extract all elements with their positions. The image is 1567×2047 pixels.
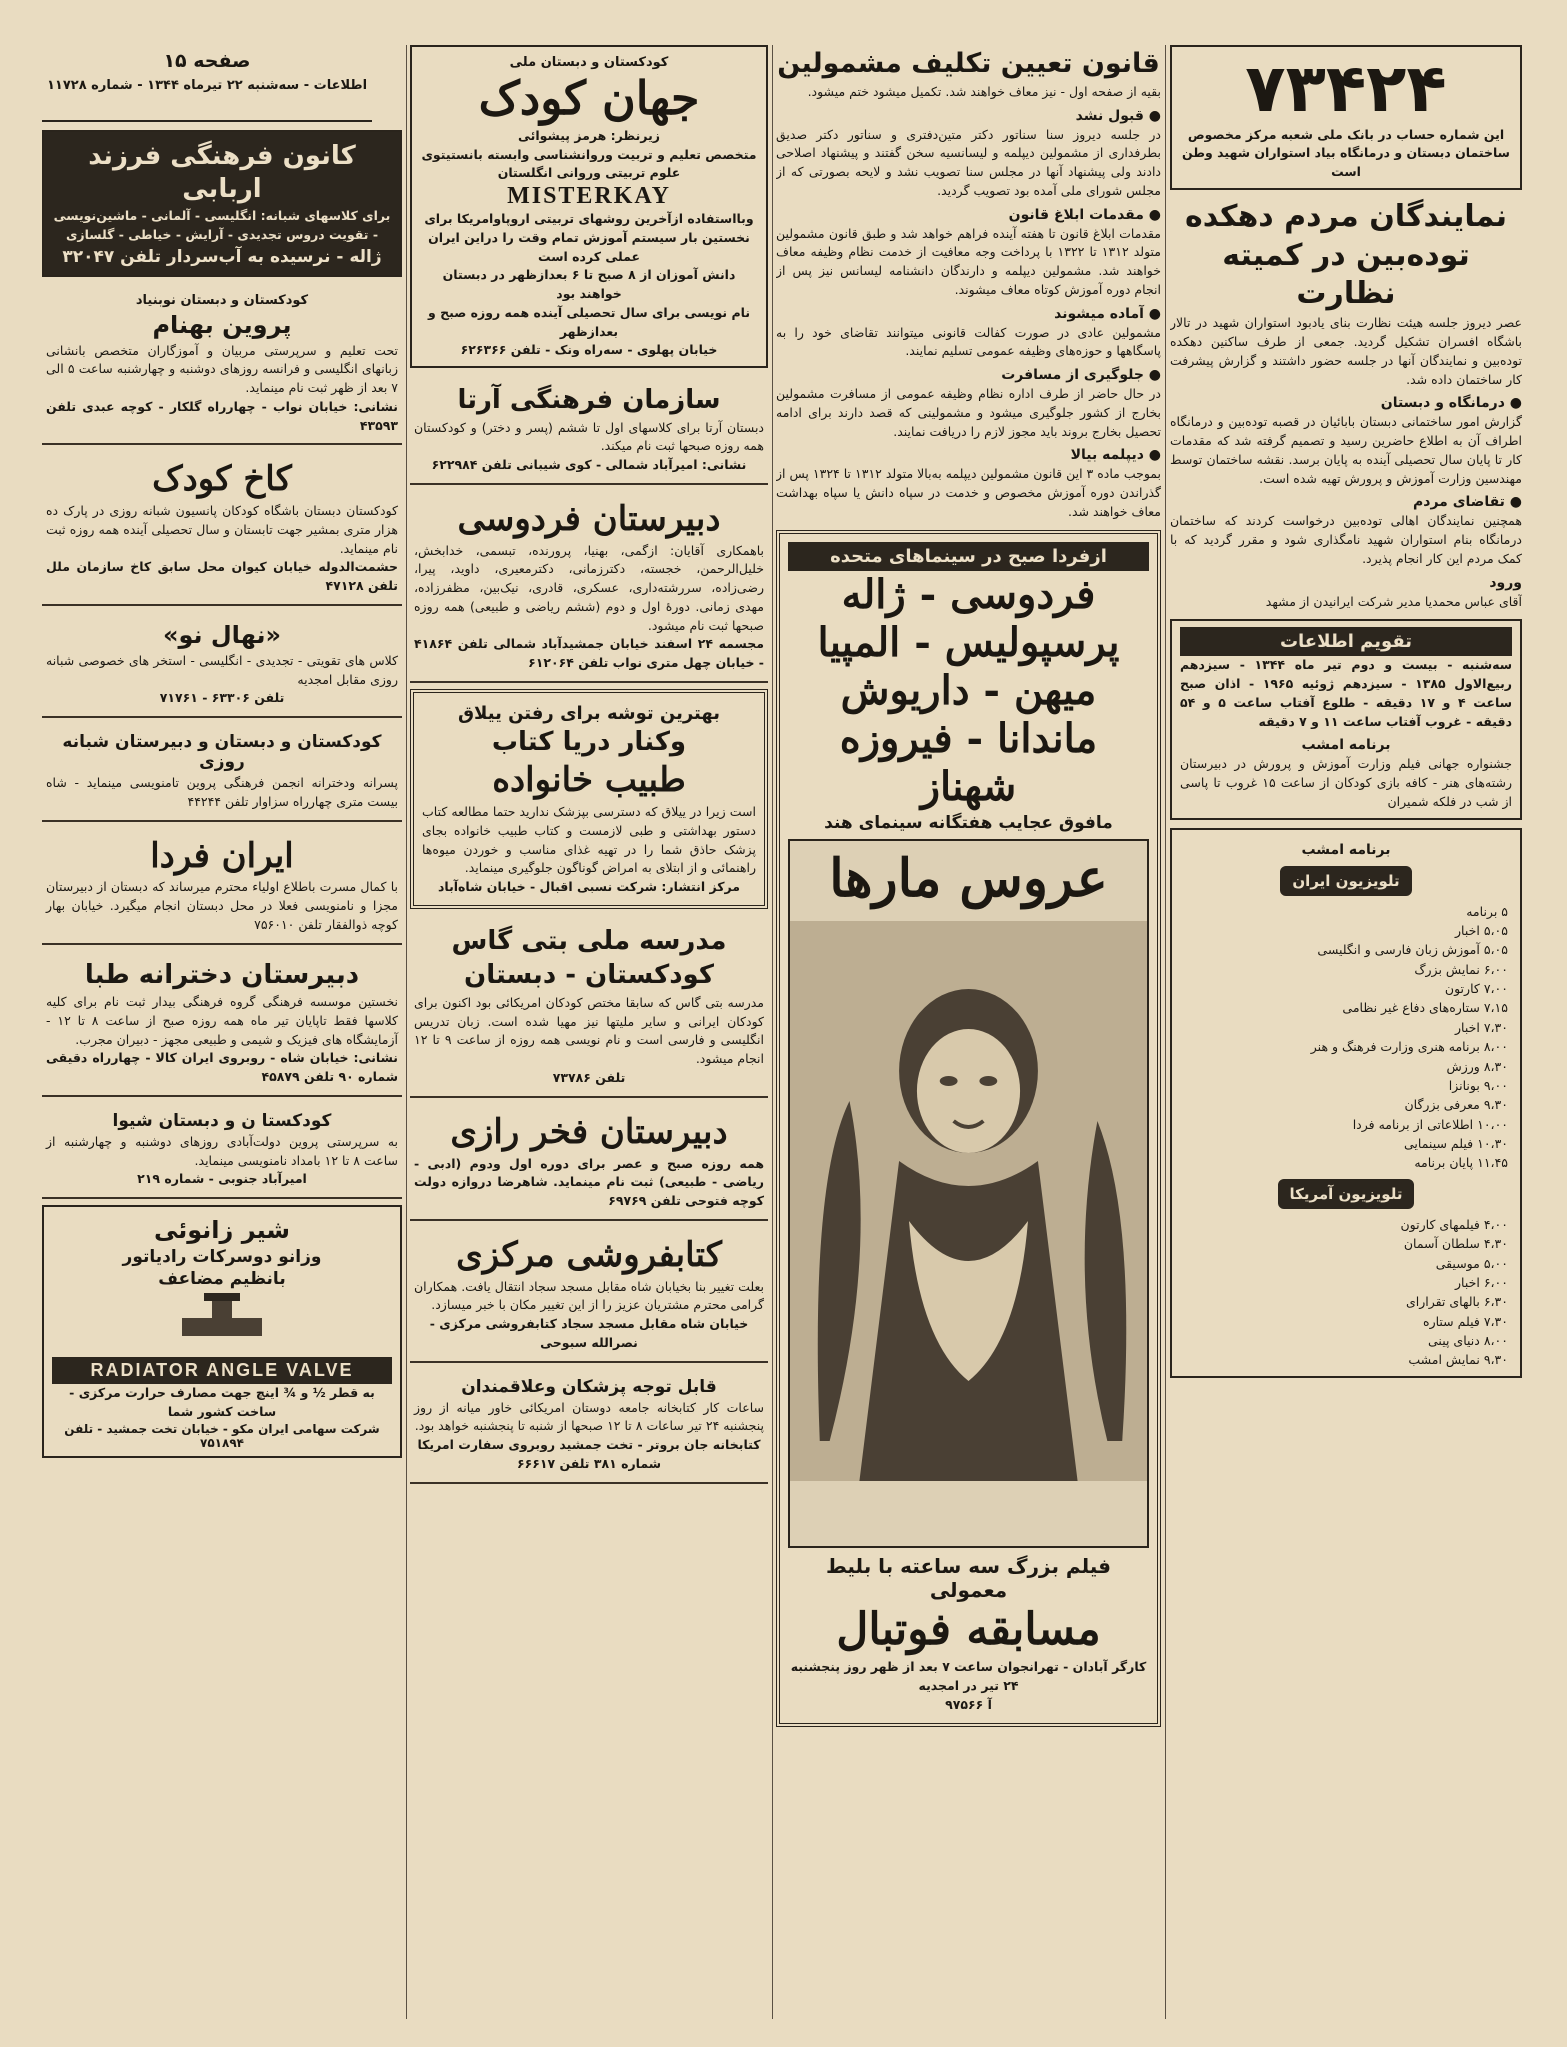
ad-footer: مرکز انتشار: شرکت نسبی اقبال - خیابان شاه‌آباد: [437, 879, 741, 895]
ad-title: پروین بهنام: [152, 310, 292, 339]
article-subhead: ● دیپلمه بیالا: [1070, 447, 1161, 464]
tv-item: ۵ برنامه: [1466, 903, 1508, 919]
ad-footer: شرکت سهامی ایران مکو - خیابان تخت جمشید - تلفن ۷۵۱۸۹۴: [64, 1421, 380, 1450]
tv-item: ۶،۰۰ نمایش بزرگ: [1414, 961, 1508, 977]
column-news-center: [776, 45, 1161, 2019]
ad-kicker: کودکستان و دبستان نوبنیاد: [135, 292, 309, 308]
ad-text: دانش آموزان از ۸ صبح تا ۶ بعدازظهر در دبستان خواهند بود: [442, 267, 736, 302]
ad-text: کودکستان دبستان باشگاه کودکان پانسیون شبانه روزی در پارک ده هزار متری بمشیر جهت تابستان و سال تحصیلی آینده همه روزه ثبت نام مینماید.: [46, 503, 398, 556]
column-rule: [406, 45, 407, 2019]
ad-address: نشانی: خیابان شاه - روبروی ایران کالا - چهارراه دقیقی شماره ۹۰ تلفن ۴۵۸۷۹: [46, 1050, 398, 1085]
match-code: آ ۹۷۵۶۶: [945, 1696, 992, 1712]
ad-text: تحت تعلیم و سرپرستی مربیان و آموزگاران متخصص بانشانی زبانهای انگلیسی و فرانسه روزهای دوشنبه و چهارشنبه ساعت ۵ الی ۷ بعد از ظهر ثبت نام مینماید.: [46, 342, 398, 395]
cinema-line: ماندانا - فیروزه: [839, 714, 1098, 762]
tv-item: ۵،۰۵ آموزش زبان فارسی و انگلیسی: [1317, 942, 1508, 958]
ad-title: کودکستا ن و دبستان شیوا: [112, 1110, 332, 1131]
ad-text: باهمکاری آقایان: ازگمی، بهنیا، پرورنده، تبسمی، خدابخش، خلیل‌الرحمن، خجسته، دکترزمانی، دکترمعیری، داوید، پیرا، رضی‌زاده، سررشته‌داری، عسکری، قادری، نیک‌بین، مظفرزاده، مهدی زمانی. دورهٔ اول و دوم (ششم ریاضی و طبیعی) همه روزه صبحها ثبت نام میشود.: [414, 542, 764, 633]
tv2-item: ۷،۳۰ فیلم ستاره: [1423, 1313, 1508, 1329]
ad-central-bookstore: [410, 1227, 768, 1363]
issue-info: اطلاعات - سه‌شنبه ۲۲ تیرماه ۱۳۴۴ - شماره ۱۱۷۲۸: [46, 78, 368, 93]
match-title: مسابقه فوتبال: [836, 1603, 1101, 1655]
tv-program-title: برنامه امشب: [1301, 841, 1391, 858]
calendar-box: [1170, 619, 1522, 819]
ad-title: شیر زانوئی: [153, 1216, 291, 1245]
article-body: بموجب ماده ۳ این قانون مشمولین دیپلمه به‌بالا متولد ۱۳۱۲ تا ۱۳۲۴ پس از گذراندن دوره آموزش مخصوص و خدمت در سپاه دانش یا سپاه بهداشت معاف خواهند شد.: [776, 466, 1161, 519]
account-number: ۷۳۴۲۴: [1245, 50, 1447, 127]
ad-shiva: [42, 1103, 402, 1199]
ad-title: قابل توجه پزشکان وعلاقمندان: [461, 1376, 717, 1397]
article-body: آقای عباس محمدیا مدیر شرکت ایرانیدن از مشهد: [1265, 593, 1522, 609]
article-body: در حال حاضر از طرف اداره نظام وظیفه عمومی از مسافرت مشمولین بخارج از کشور جلوگیری میشود و مشمولینی که قصد دارند برای ادامه تحصیل بخارج بروند باید مجوز لازم را دریافت نمایند.: [776, 386, 1161, 439]
ad-text: برای کلاسهای شبانه: انگلیسی - آلمانی - ماشین‌نویسی - تقویت دروس تجدیدی - آرایش - خیاطی - گلسازی: [53, 208, 391, 242]
ad-title: جهان کودک: [478, 71, 700, 125]
ad-address: نشانی: امیرآباد شمالی - کوی شیبانی تلفن ۶۲۲۹۸۴: [431, 457, 747, 473]
ad-nahal-no: [42, 612, 402, 718]
tv-america-logo: تلویزیون آمریکا: [1278, 1179, 1415, 1209]
ad-text: است زیرا در ییلاق که دسترسی بپزشک ندارید حتما مطالعه کتاب دستور بهداشتی و طبی لازمست و کتاب طبیب خانواده بجای پزشک حاذق شما را در تهیه غذای مناسب و خوردن میوه‌ها راهنمائی و از ابتلای به امراض گوناگون جلوگیری مینماید.: [422, 804, 756, 876]
ad-phone: تلفن ۷۳۷۸۶: [552, 1069, 626, 1085]
film-poster: [788, 839, 1149, 1548]
tv2-list: [1180, 1215, 1512, 1370]
article-body: بقیه از صفحه اول - نیز معاف خواهند شد. تکمیل میشود ختم میشود.: [807, 83, 1161, 99]
tv-item: ۸،۳۰ ورزش: [1446, 1058, 1508, 1074]
ad-title: بهترین توشه برای رفتن ییلاق: [457, 702, 721, 724]
ad-ferdowsi-school: [410, 491, 768, 683]
article-subhead: ورود: [1489, 574, 1522, 591]
column-news-right: [1170, 45, 1522, 2019]
tv-item: ۱۰،۳۰ فیلم سینمایی: [1404, 1136, 1508, 1152]
ad-kakh-koodak: [42, 451, 402, 606]
ad-title: بانظیم مضاعف: [158, 1269, 286, 1290]
article-subhead: ● تقاضای مردم: [1413, 494, 1522, 511]
account-box: [1170, 45, 1522, 190]
ad-parvin-behnam: [42, 285, 402, 446]
tv-item: ۸،۰۰ برنامه هنری وزارت فرهنگ و هنر: [1310, 1039, 1508, 1055]
article-subhead: ● مقدمات ابلاغ قانون: [1008, 206, 1161, 223]
ad-farzand-arbabi: [42, 130, 402, 277]
ad-betty-goss: [410, 917, 768, 1098]
ad-phone: ژاله - نرسیده به آب‌سردار تلفن ۳۲۰۴۷: [62, 246, 382, 267]
ad-title: دبیرستان دخترانه طبا: [84, 959, 360, 990]
tv-item: ۹،۳۰ معرفی بزرگان: [1404, 1097, 1508, 1113]
tv-item: ۷،۱۵ ستاره‌های دفاع غیر نظامی: [1342, 1000, 1508, 1016]
ad-text: به سرپرستی پروین دولت‌آبادی روزهای دوشنبه و چهارشنبه از ساعت ۸ تا ۱۲ بامداد نامنویسی مینماید.: [46, 1133, 398, 1168]
ad-address: حشمت‌الدوله خیابان کیوان محل سابق کاخ سازمان ملل تلفن ۴۷۱۲۸: [46, 559, 398, 594]
article-subhead: ● قبول نشد: [1075, 107, 1161, 124]
tonight-text: جشنواره جهانی فیلم وزارت آموزش و پرورش در دبیرستان رشته‌های هنر - کافه بازی کودکان از ساعت ۱۵ غروب تا پاسی از شب در فلکه شمیران: [1180, 756, 1512, 809]
ad-kicker: کودکستان و دبستان ملی: [509, 55, 669, 70]
tv2-item: ۶،۳۰ بالهای تقرارای: [1405, 1294, 1508, 1310]
article-body: گزارش امور ساختمانی دبستان بابائیان در قصبه توده‌بین و درمانگاه اطراف آن به اطلاع حاضرین رسید و تصمیم گرفته شد که مقدمات کار تا پایان سال تحصیلی آینده به پایان برسد. نقشه ساختمان توسط مهندسین وزارت آموزش و پرورش تهیه شده است.: [1170, 414, 1522, 486]
article-subhead: ● جلوگیری از مسافرت: [1001, 367, 1161, 383]
ad-text: دبستان آرتا برای کلاسهای اول تا ششم (پسر و دختر) و کودکستان همه روزه صبحها ثبت نام میکند.: [414, 419, 764, 454]
cinema-list: [788, 571, 1149, 811]
ad-title: ایران فردا: [150, 835, 294, 876]
ad-address: نشانی: خیابان نواب - چهارراه گلکار - کوچه عبدی تلفن ۴۳۵۹۳: [46, 398, 398, 433]
ad-text: زیرنظر: هرمز پیشوائی: [518, 127, 660, 143]
ad-title: مدرسه ملی بتی گاس: [451, 925, 727, 956]
ad-title: کتابفروشی مرکزی: [456, 1234, 722, 1275]
tv-item: ۵،۰۵ اخبار: [1455, 922, 1508, 938]
page-header: [42, 50, 372, 122]
tv2-item: ۴،۰۰ فیلمهای کارتون: [1400, 1216, 1508, 1232]
tv2-item: ۸،۰۰ دنیای پینی: [1428, 1333, 1508, 1349]
cinema-line: میهن - داریوش: [840, 666, 1097, 714]
ad-text: با کمال مسرت باطلاع اولیاء محترم میرساند که دبستان از دبیرستان مجزا و نامنویسی فعلا در محل دبستان انجام میگیرد. خیابان بهار کوچه ذوالفقار تلفن ۷۵۶۰۱۰: [46, 879, 398, 932]
ad-address: امیرآباد جنوبی - شماره ۲۱۹: [137, 1171, 307, 1187]
tv-item: ۷،۰۰ کارتون: [1444, 981, 1508, 997]
headline-conscription-law: قانون تعیین تکلیف مشمولین: [777, 48, 1160, 79]
tv-program-box: [1170, 828, 1522, 1378]
tv-iran-logo: تلویزیون ایران: [1280, 866, 1411, 896]
valve-latin-name: RADIATOR ANGLE VALVE: [52, 1357, 392, 1384]
match-text: کارگر آبادان - تهرانجوان ساعت ۷ بعد از ظهر روز پنجشنبه ۲۴ تیر در امجدیه: [790, 1659, 1147, 1694]
ad-fakhr-razi: [410, 1104, 768, 1221]
ad-phone: تلفن ۶۳۳۰۶ - ۷۱۷۶۱: [159, 690, 285, 706]
ad-text: بعلت تغییر بنا بخیابان شاه مقابل مسجد سجاد انتقال یافت. همکاران گرامی محترم مشتریان عزیز را از این تغییر مکان با خبر میسازد.: [414, 1278, 764, 1313]
poster-caption: فیلم بزرگ سه ساعته با بلیط معمولی: [825, 1553, 1112, 1602]
cinema-line: شهناز: [920, 762, 1017, 810]
ad-radiator-valve: [42, 1205, 402, 1458]
ad-title: دبیرستان فخر رازی: [450, 1111, 728, 1152]
poster-title: عروس مارها: [829, 847, 1108, 909]
ad-title: کودکستان و دبستان و دبیرستان شبانه روزی: [62, 732, 382, 773]
article-body: مشمولین عادی در صورت کفالت قانونی میتوانند تقاضای خود را به پاسگاهها و حوزه‌های وظیفه عمومی تسلیم نمایند.: [776, 324, 1161, 359]
ad-address: خیابان پهلوی - سه‌راه ونک - تلفن ۶۲۶۳۶۶: [460, 342, 718, 358]
tv2-item: ۵،۰۰ موسیقی: [1435, 1255, 1508, 1271]
headline-villagers: نمایندگان مردم دهکده: [1185, 198, 1507, 234]
ad-text: مدرسه بتی گاس که سابقا مختص کودکان امریکائی بود اکنون برای کودکان ایرانی و سایر ملیتها نیز مهیا شده است. زبان تدریس انگلیسی و فارسی است و نام نویسی همه روزه از ساعت ۹ تا ۱۲ انجام میشود.: [414, 994, 765, 1067]
ad-doctors-notice: [410, 1369, 768, 1484]
tv-item: ۱۰،۰۰ اطلاعاتی از برنامه فردا: [1352, 1116, 1508, 1132]
column-ads-left: [42, 130, 402, 2019]
article-body: عصر دیروز جلسه هیئت نظارت بنای یادبود استواران شهید در تالار باشگاه افسران تشکیل گردید. جمعی از طرف ساکنین دهکده توده‌بین و نمایندگان آنها در جلسه حضور داشتند و گزارش پیشرفت کار ساختمان داده شد.: [1170, 315, 1522, 387]
tv-list: [1180, 902, 1512, 1173]
ad-title: وزانو دوسرکات رادیاتور: [122, 1247, 322, 1268]
calendar-text: سه‌شنبه - بیست و دوم تیر ماه ۱۳۴۴ - سیزدهم ربیع‌الاول ۱۳۸۵ - سیزدهم ژوئیه ۱۹۶۵ - اذان صبح ساعت ۴ و ۱۷ دقیقه - طلوع آفتاب ساعت ۵ و ۵۴ دقیقه - غروب آفتاب ساعت ۱۱ و ۷ دقیقه: [1180, 657, 1512, 729]
calendar-title: تقویم اطلاعات: [1180, 627, 1512, 656]
tv-item: ۱۱،۴۵ پایان برنامه: [1414, 1155, 1508, 1171]
cinema-line: پرسپولیس - المپیا: [817, 618, 1120, 666]
column-rule: [1165, 45, 1166, 2019]
article-subhead: ● درمانگاه و دبستان: [1380, 395, 1522, 412]
ad-jahan-koodak: [410, 45, 768, 368]
page-number: صفحه ۱۵: [163, 50, 251, 72]
tonight-title: برنامه امشب: [1301, 737, 1391, 754]
column-rule: [772, 45, 773, 2019]
headline-committee: توده‌بین در کمیته نظارت: [1222, 238, 1470, 311]
ad-address: مجسمه ۲۴ اسفند خیابان جمشیدآباد شمالی تلفن ۴۱۸۶۴ - خیابان چهل متری نواب تلفن ۶۱۲۰۶۴: [414, 636, 765, 671]
ad-title: کانون فرهنگی فرزند اربابی: [88, 141, 356, 204]
account-text: این شماره حساب در بانک ملی شعبه مرکز مخصوص ساختمان دبستان و درمانگاه بیاد استواران شهید وطن است: [1182, 126, 1510, 180]
ad-text: نخستین موسسه فرهنگی گروه فرهنگی بیدار ثبت نام برای کلیه کلاسها فقط تاپایان تیر ماه همه روزه صبح از ساعت ۸ تا ۱۲ - آزمایشگاه های فیزیک و شیمی و طبیعی مجهز - دبیران مجرب.: [46, 994, 398, 1047]
tv2-item: ۹،۳۰ نمایش امشب: [1408, 1352, 1508, 1368]
article-body: همچنین نمایندگان اهالی توده‌بین درخواست کردند که ساختمان درمانگاه بنام استواران شهید نامگذاری شود و مقرر گردید که با کمک مردم این کار انجام پذیرد.: [1170, 513, 1522, 566]
article-body: مقدمات ابلاغ قانون تا هفته آینده فراهم خواهد شد و طبق قانون مشمولین متولد ۱۳۱۲ تا ۱۳۲۲ با پرداخت وجه معافیت از خدمت نظام وظیفه معاف خواهند شد. مشمولین دیپلمه و دارندگان دانشنامه لیسانس نیز پس از انجام دوره آموزش کوتاه معاف میشوند.: [776, 225, 1161, 297]
ad-arta: [410, 376, 768, 485]
ad-title: وکنار دریا کتاب: [491, 726, 687, 757]
tv2-item: ۶،۰۰ اخبار: [1455, 1274, 1508, 1290]
ad-title: سازمان فرهنگی آرتا: [457, 385, 721, 416]
ad-text: کلاس های تقویتی - تجدیدی - انگلیسی - استخر های خصوصی شبانه روزی مقابل امجدیه: [46, 652, 398, 687]
ad-text: نام نویسی برای سال تحصیلی آینده همه روزه صبح و بعدازظهر: [427, 304, 751, 339]
tv-item: ۹،۰۰ بونانزا: [1448, 1077, 1508, 1093]
ad-title: دبیرستان فردوسی: [457, 498, 721, 539]
ad-title: کاخ کودک: [152, 459, 292, 500]
cinema-top: ازفردا صبح در سینماهای متحده: [788, 542, 1149, 571]
ad-text: وبااستفاده ازآخرین روشهای تربیتی اروپاوامریکا برای نخستین بار سیستم آموزش تمام وقت را دراین ایران عملی کرده است: [424, 211, 754, 264]
tv2-item: ۴،۳۰ سلطان آسمان: [1403, 1236, 1508, 1252]
poster-illustration: [790, 921, 1147, 1481]
article-body: در جلسه دیروز سنا سناتور دکتر متین‌دفتری و سناتور دکتر صدیق بطرفداری از مشمولین دیپلمه و لیسانسیه سخن گفتند و پیشنهاد اصلاحی دادند ولی پیشنهاد آنها در مجلس سنا تصویب نشد و لایحه بصورتی که از مجلس شورای ملی آمده بود تصویب گردید.: [776, 126, 1161, 198]
ad-text: متخصص تعلیم و تربیت وروانشناسی وابسته بانستیتوی علوم تربیتی وروانی انگلستان: [421, 146, 757, 181]
cinema-line: فردوسی - ژاله: [841, 570, 1096, 618]
ad-address: کتابخانه جان بروتر - تخت جمشید روبروی سفارت امریکا شماره ۳۸۱ تلفن ۶۶۶۱۷: [417, 1437, 761, 1471]
ad-text: پسرانه ودخترانه انجمن فرهنگی پروین تامنویسی مینماید - شاه بیست متری چهارراه سزاوار تلفن ۴۴۲۴۴: [46, 775, 398, 809]
ad-text: ساعات کار کتابخانه جامعه دوستان امریکائی خاور میانه از روز پنجشنبه ۲۴ تیر ساعات ۸ تا ۱۲ صبحها از شنبه تا پنجشنبه خواهد بود.: [414, 1399, 764, 1434]
ad-family-doctor-book: [410, 689, 768, 909]
ad-parvin-boarding: [42, 724, 402, 822]
ad-iran-farda: [42, 828, 402, 945]
column-ads-center: [410, 45, 768, 2019]
tv-item: ۷،۳۰ اخبار: [1455, 1019, 1508, 1035]
cinema-sub: مافوق عجایب هفتگانه سینمای هند: [824, 812, 1113, 833]
ad-text: به قطر ½ و ¾ اینچ جهت مصارف حرارت مرکزی - ساخت کشور شما: [69, 1385, 375, 1419]
article-subhead: ● آماده میشوند: [1054, 305, 1161, 322]
ad-teba-school: [42, 951, 402, 1097]
ad-title: طبیب خانواده: [492, 760, 686, 801]
ad-title: کودکستان - دبستان: [464, 960, 714, 991]
cinema-ad: [776, 530, 1161, 1727]
ad-latin-name: MISTERKAY: [507, 183, 671, 210]
ad-title: «نهال نو»: [162, 620, 282, 649]
valve-icon: [172, 1293, 272, 1353]
ad-text: همه روزه صبح و عصر برای دوره اول ودوم (ادبی - ریاضی - طبیعی) ثبت نام مینماید. شاهرضا دروازه دولت کوچه فتوحی تلفن ۶۹۷۶۹: [414, 1155, 764, 1209]
ad-address: خیابان شاه مقابل مسجد سجاد کتابفروشی مرکزی - نصرالله سبوحی: [429, 1316, 749, 1350]
